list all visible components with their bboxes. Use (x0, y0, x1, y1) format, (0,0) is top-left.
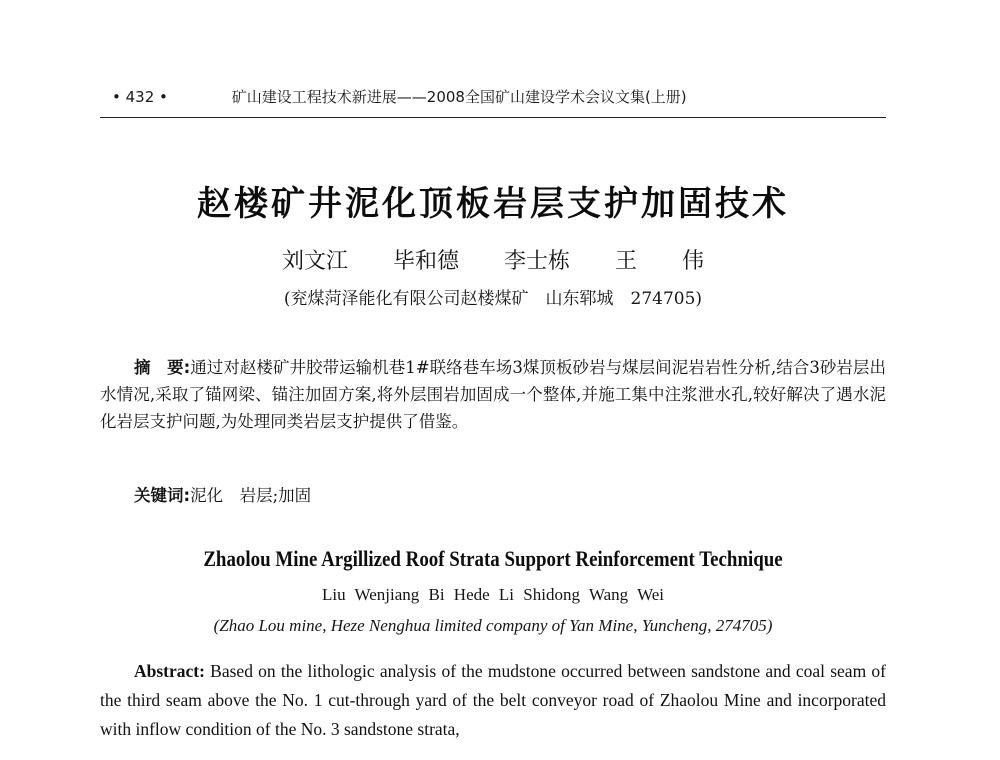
chinese-affiliation: (兖煤菏泽能化有限公司赵楼煤矿 山东郓城 274705) (283, 289, 703, 309)
chinese-title: 赵楼矿井泥化顶板岩层支护加固技术 (197, 184, 789, 224)
english-abstract-text: Based on the lithologic analysis of the mudstone occurred between sandstone and coal seam of the third seam above the No. 1 cut-through yard of the belt conveyor road of Zhaolou Mine and incorporated with inflow condition of the No. 3 sandstone strata, (100, 661, 886, 739)
journal-title: 矿山建设工程技术新进展——2008全国矿山建设学术会议文集(上册) (231, 88, 687, 106)
chinese-abstract-text: 通过对赵楼矿井胶带运输机巷1#联络巷车场3煤顶板砂岩与煤层间泥岩岩性分析,结合3砂岩层出水情况,采取了锚网梁、锚注加固方案,将外层围岩加固成一个整体,并施工集中注浆泄水孔,较好解决了遇水泥化岩层支护问题,为处理同类岩层支护提供了借鉴。 (100, 358, 886, 431)
page-number: • 432 • (112, 88, 168, 106)
english-abstract (100, 657, 886, 744)
header-rule (100, 117, 886, 118)
chinese-keywords (134, 482, 834, 506)
english-affiliation: (Zhao Lou mine, Heze Nenghua limited company of Yan Mine, Yuncheng, 274705) (213, 616, 773, 635)
running-header (112, 86, 882, 107)
english-abstract-label: Abstract: (134, 661, 205, 681)
chinese-keywords-label: 关键词: (134, 486, 191, 505)
chinese-abstract (100, 354, 886, 435)
english-authors: Liu Wenjiang Bi Hede Li Shidong Wang Wei (321, 585, 665, 604)
english-title: Zhaolou Mine Argillized Roof Strata Support Reinforcement Technique (203, 546, 783, 571)
chinese-keywords-text: 泥化 岩层;加固 (190, 486, 312, 505)
chinese-authors: 刘文江 毕和德 李士栋 王 伟 (282, 249, 704, 274)
chinese-abstract-label: 摘 要: (134, 358, 191, 377)
